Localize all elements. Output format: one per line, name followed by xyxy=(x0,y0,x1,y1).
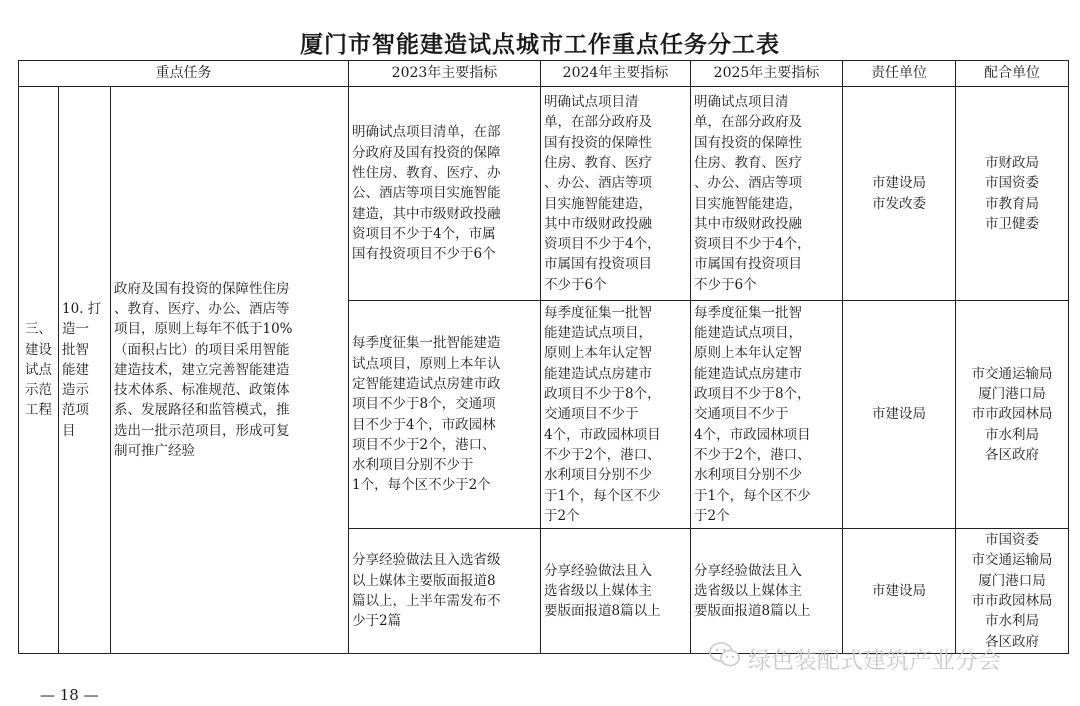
watermark xyxy=(708,640,1001,676)
header-2023: 2023年主要指标 xyxy=(349,61,541,87)
responsible-unit: 市建设局 xyxy=(843,529,956,654)
task-description: 政府及国有投资的保障性住房 、教育、医疗、办公、酒店等 项目，原则上每年不低于10% （面积占比）的项目采用智能 建造技术，建立完善智能建造 技术体系、标准规范、政策体 系、发展路径和监管模式，推 选出一批示范项目，形成可复 制可推广经验 xyxy=(111,87,349,654)
task-item: 10. 打 造一 批智 能建 造示 范项 目 xyxy=(59,87,111,654)
header-2025: 2025年主要指标 xyxy=(691,61,843,87)
target-2024: 明确试点项目清 单，在部分政府及 国有投资的保障性 住房、教育、医疗 、办公、酒店等项 目实施智能建造， 其中市级财政投融 资项目不少于4个， 市属国有投资项目 不少于6个 xyxy=(541,87,691,301)
watermark-text: 绿色装配式建筑产业分会 xyxy=(748,647,1001,674)
target-2023: 明确试点项目清单，在部 分政府及国有投资的保障 性住房、教育、医疗、办 公、酒店等项目实施智能 建造，其中市级财政投融 资项目不少于4个，市属 国有投资项目不少于6个 xyxy=(349,87,541,301)
task-table xyxy=(18,60,1069,654)
task-category: 三、 建设 试点 示范 工程 xyxy=(19,87,59,654)
target-2025: 明确试点项目清 单，在部分政府及 国有投资的保障性 住房、教育、医疗 、办公、酒店等项 目实施智能建造， 其中市级财政投融 资项目不少于4个， 市属国有投资项目 不少于6个 xyxy=(691,87,843,301)
target-2023: 分享经验做法且入选省级 以上媒体主要版面报道8 篇以上，上半年需发布不 少于2篇 xyxy=(349,529,541,654)
target-2023: 每季度征集一批智能建造 试点项目，原则上本年认 定智能建造试点房建市政 项目不少于8个，交通项 目不少于4个，市政园林 项目不少于2个，港口、 水利项目分别不少于 1个，每个区不少于2个 xyxy=(349,301,541,529)
responsible-unit: 市建设局 市发改委 xyxy=(843,87,956,301)
target-2024: 分享经验做法且入 选省级以上媒体主 要版面报道8篇以上 xyxy=(541,529,691,654)
target-2025: 分享经验做法且入 选省级以上媒体主 要版面报道8篇以上 xyxy=(691,529,843,654)
page-number: — 18 — xyxy=(40,686,99,704)
header-cooperating: 配合单位 xyxy=(956,61,1069,87)
document-title: 厦门市智能建造试点城市工作重点任务分工表 xyxy=(300,31,780,58)
target-2024: 每季度征集一批智 能建造试点项目， 原则上本年认定智 能建造试点房建市 政项目不少于8个， 交通项目不少于 4个，市政园林项目 不少于2个，港口、 水利项目分别不少 于1个，每个区不少 于2个 xyxy=(541,301,691,529)
header-responsible: 责任单位 xyxy=(843,61,956,87)
responsible-unit: 市建设局 xyxy=(843,301,956,529)
target-2025: 每季度征集一批智 能建造试点项目， 原则上本年认定智 能建造试点房建市 政项目不少于8个， 交通项目不少于 4个，市政园林项目 不少于2个，港口、 水利项目分别不少 于1个，每个区不少 于2个 xyxy=(691,301,843,529)
table-row xyxy=(19,87,1069,301)
header-row xyxy=(19,61,1069,87)
cooperating-unit: 市财政局 市国资委 市教育局 市卫健委 xyxy=(956,87,1069,301)
cooperating-unit: 市国资委 市交通运输局 厦门港口局 市市政园林局 市水利局 各区政府 xyxy=(956,529,1069,654)
header-key-task: 重点任务 xyxy=(19,61,349,87)
cooperating-unit: 市交通运输局 厦门港口局 市市政园林局 市水利局 各区政府 xyxy=(956,301,1069,529)
wechat-icon xyxy=(708,640,742,676)
header-2024: 2024年主要指标 xyxy=(541,61,691,87)
